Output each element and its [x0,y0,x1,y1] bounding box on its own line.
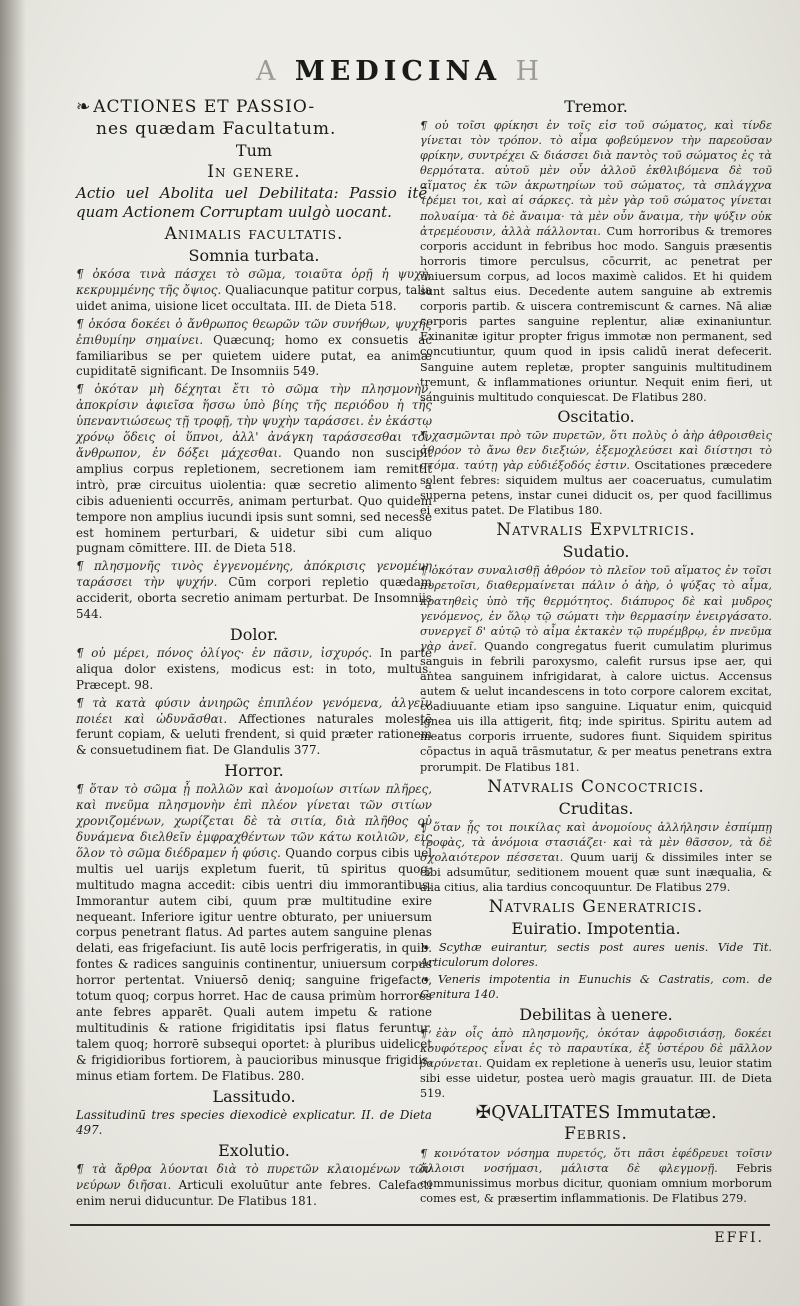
latin-text: Oscitationes præcedere solent febres: siquidem multus aer coaceruatus, cumulatim superna petens, instar cunei diducit os, per quod facillimus ei exitus patet. De Flatibus 180. [420,458,773,518]
tum-label: Tum [235,141,273,160]
entry-paragraph [76,382,432,557]
latin-text: Quando corpus cibis uel multis uel uarijs expletum fuerit, tū spiritus quoq; multitudo magna accedit: cibis uentri diu immorantibus. Immorantur autem cibi, quum præ multitudine exire nequeant. Inferiore igitur uentre obturato, per uniuersum corpus penetrant flatus. Ad partes autem sanguine plenas delati, eas frigefaciunt. Iis autē locis perfrigeratis, in quib. fontes & radices sanguinis continentur, uniuersum corpus horror pertentat. Vniuersō deniq; sanguine frigefacto, totum quoq; corpus horret. Hac de causa primùm horrores ante febres apparēt. Quali autem impetu & ratione multitudinis & ratione frigiditatis ipsi flatus feruntur, talem quoq; horrorē subsequi oportet: à pluribus uidelicet & frigidioribus fortiorem, à paucioribus minusque frigidis, minus etiam fortem. De Flatibus. 280. [76,845,433,1083]
entry-paragraph [420,1146,772,1206]
greek-text: ¶ ὅταν τὸ σῶμα ᾖ πολλῶν καὶ ἀνομοίων σιτίων πλῆρες, καὶ πνεῦμα πλησμονὴν ἐπὶ πλέον γίνεται τῶν σιτίων χρονιζομένων, χωρίζεται δὲ τὰ σιτία, διὰ πλῆθος οὐ δυνάμενα διελθεῖν ἐμφραχθέντων τῶν κάτω κοιλιῶν, εἰς ὅλον τὸ σῶμα διέδραμεν ἡ φύσις. [76,782,432,860]
entry-paragraph [420,428,772,519]
running-head-ghost-left: A [255,56,281,87]
lassitudo-heading: Lassitudo. [212,1086,296,1106]
definition-line: Actio uel Abolita uel Debilitata: Passio itē, quam Actionem Corruptam uulgò uocant. [76,184,432,221]
greek-text: ¶ ὁκόσα δοκέει ὁ ἄνθρωπος θεωρῶν τῶν συνήθων, ψυχῆς ἐπιθυμίην σημαίνει. [76,316,432,347]
greek-text: ¶ ὁκόσα τινὰ πάσχει τὸ σῶμα, τοιαῦτα ὁρῇ ἡ ψυχὴ, κεκρυμμένης τῆς ὄψιος. [76,267,432,297]
latin-text: Quæcunq; homo ex consuetis ac familiaribus se per quietem uidere putat, ea animæ cupiditatē significant. De Insomniis 549. [76,332,433,379]
binding-shadow [0,0,26,1306]
entry-paragraph [76,696,432,760]
qualitates-heading-text: QVALITATES Immutatæ. [491,1101,717,1123]
latin-text: Febris communissimus morbus dicitur, quoniam omnium morborum comes est, & præsertim inflammationis. De Flatibus 279. [420,1162,773,1206]
latin-text: Articuli exoluūtur ante febres. Calefacti enim nerui diducuntur. De Flatibus 181. [76,1178,432,1209]
greek-text: ¶ κοινότατον νόσημα πυρετός, ὅτι πᾶσι ἐφέδρευει τοῖσιν ἄλλοισι νοσήμασι, μάλιστα δὲ φλεγμονῇ. [420,1146,772,1176]
entry-paragraph [76,1162,432,1210]
latin-text: Quando congregatus fuerit cumulatim plurimus sanguis in febrili paroxysmo, calefit rursus ipse aer, qui antea sanguinem infrigidarat, à calore uictus. Accensus autem & uelut incandescens in toto corpore calorem excitat, coadiuuante etiam ipso sanguine. Liquatur enim, quicquid ignea uis illa attigerit, fitq; inde spiritus. Spiritu autem ad meatus corporis irruente, sudores fiunt. Siquidem spiritus cōpactus in aquā trāsmutatur, & per meatus penetrans extra prorumpit. De Flatibus 181. [420,639,773,774]
greek-text: ¶ οὐ μέρει, πόνος ὀλίγος· ἐν πᾶσιν, ἰσχυρός. [76,645,373,660]
latin-text: In parte aliqua dolor existens, modicus est: in toto, multus. Præcept. 98. [76,645,432,692]
greek-text: ¶ τὰ ἄρθρα λύονται διὰ τὸ πυρετῶν κλαιομένων τῶν νεύρων διῆσαι. [76,1162,432,1193]
cruditas-heading: Cruditas. [558,798,634,818]
greek-text: ¶ χασμῶνται πρὸ τῶν πυρετῶν, ὅτι πολὺς ὁ ἀὴρ ἀθροισθεὶς ἀθρόον τὸ ἄνω θεν διεξιών, ἐξεμοχλεύσει καὶ διίστησι τὸ στόμα. ταύτῃ γὰρ εὐδιέξοδός ἐστιν. [420,428,772,472]
horror-heading: Horror. [224,761,284,781]
in-genere-heading: In genere. [207,162,301,182]
greek-text: ¶ τὰ κατὰ φύσιν ἀνιηρῶς ἐπιπλέον γενόμενα, ἀλγεῖν ποιέει καὶ ὠδυνᾶσθαι. [76,695,432,726]
entry-paragraph [76,267,432,315]
greek-text: ¶ πλησμονῆς τινὸς ἐγγενομένης, ἀπόκρισις γενομένη ταράσσει τὴν ψυχήν. [76,559,432,590]
latin-text: Quum uarij & dissimiles inter se cibi adsumūtur, seditionem mouent quæ sunt inæqualia, & alia citius, alia tardius concoquuntur. De Flatibus 279. [420,850,773,895]
latin-text: Affectiones naturales molestē ferunt copiam, & ueluti frendent, si quid præter rationem & consuetudinem fiat. De Glandulis 377. [76,711,433,758]
entry-paragraph [76,782,432,1084]
entry-paragraph [420,118,772,405]
footer-rule [70,1224,770,1226]
fleuron-icon: ❧ [76,97,92,117]
somnia-heading: Somnia turbata. [188,246,320,265]
cross-reference: ❧ Scythæ euirantur, sectis post aures uenis. Vide Tit. Articulorum dolores. [420,941,772,970]
section-heading [76,96,432,118]
febris-heading: Febris. [564,1123,628,1144]
animalis-heading: Animalis facultatis. [164,224,344,244]
entry-paragraph [420,1026,772,1101]
running-head-title: MEDICINA [294,56,502,87]
latin-text: Cūm corpori repletio quædam acciderit, oborta secretio animam perturbat. De Insomniis 544. [76,575,432,622]
catchword: EFFI. [714,1230,764,1246]
section-heading-line2: nes quædam Facultatum. [96,119,337,139]
expultricis-heading: Natvralis Expvltricis. [496,520,696,541]
greek-text: ¶ ἐὰν οἷς ἀπὸ πλησμονῆς, ὁκόταν ἀφροδισιάσῃ, δοκέει κουφότερος εἶναι ἐς τὸ παραυτίκα, ἐξ ὑστέρου δὲ μᾶλλον βαρύνεται. [420,1026,772,1070]
running-head-ghost-right: H [515,56,545,87]
entry-paragraph [76,646,432,694]
cross-reference: ❧ Veneris impotentia in Eunuchis & Castratis, com. de Genitura 140. [420,973,772,1002]
oscitatio-heading: Oscitatio. [557,406,635,426]
debilitas-heading: Debilitas à uenere. [519,1004,673,1024]
running-head [0,56,800,87]
entry-paragraph [420,563,772,774]
right-column [420,96,772,1208]
cross-reference: Lassitudinū tres species diexodicè explicatur. II. de Dieta 497. [76,1107,432,1138]
left-column [76,96,432,1212]
entry-paragraph [420,820,772,895]
tremor-heading: Tremor. [564,97,628,116]
greek-text: ¶ ὁκόταν μὴ δέχηται ἔτι τὸ σῶμα τὴν πλησμονὴν, ἀποκρίσιν ἀφιεῖσα ἥσσω ὑπὸ βίης τῆς περιόδου ἡ τῆς ὑπεναντιώσεως τῇ τροφῇ, τὴν ψυχὴν ταράσσει. ἐν ἑκάστῳ χρόνῳ ὅδεις οἱ ὕπνοι, ἀλλ' ἀνάγκη ταράσσεσθαι τὸν ἄνθρωπον, ἐν δόξει μάχεσθαι. [76,382,432,460]
cross-icon: ✠ [475,1101,491,1123]
greek-text: ¶ ὁκόταν συναλισθῇ ἀθρόον τὸ πλεῖον τοῦ αἵματος ἐν τοῖσι πυρετοῖσι, διαθερμαίνεται πάλιν ὁ ἀὴρ, ὁ ψύξας τὸ αἷμα, κρατηθεὶς ὑπὸ τῆς θερμότητος. διάπυρος δὲ καὶ μυδρος γενόμενος, ἐν ὅλῳ τῷ σώματι τὴν θερμασίην ἐνειργάσατο. συνεργεῖ δ' αὐτῷ τὸ αἷμα ἐκτακὲν τῷ πυρέμβρῳ, ἐν πνεῦμα γὰρ ἀνεῖ. [420,564,772,653]
latin-text: Cum horroribus & tremores corporis accidunt in febribus hoc modo. Sanguis præsentis horroris timore perculsus, cōcurrit, ac penetrat per uniuersum corpus, ad locos maximè calidos. Et hi quidem sunt saltus eius. Decedente autem sanguine ab extremis corporis partib. & uiscera contremiscunt & carnes. Nā aliæ corporis partes sanguine replentur, aliæ exinaniuntur. Exinanitæ igitur propter frigus immotæ non permanent, sed concutiuntur, quum quod in ipsis calidū inerat defecerit. Sanguine autem repletæ, propter sanguinis multitudinem tremunt, & inflammationes oriuntur. Nequit enim fieri, ut sanguinis multitudo conquiescat. De Flatibus 280. [420,224,773,404]
qualitates-heading [420,1103,772,1123]
greek-text: ¶ οὐ τοῖσι φρίκησι ἐν τοῖς εἰσ τοῦ σώματος, καὶ τίνδε γίνεται τὸν τρόπον. τὸ αἷμα φοβεύμενον τὴν παρεοῦσαν φρίκην, συντρέχει & διάσσει διὰ παντὸς τοῦ σώματος ἐς τὰ θερμότατα. αὐτοῦ μὲν οὖν ἀλλοῦ ἐκθλιβόμενα δὲ τοῦ αἵματος ἐκ τῶν ἀκρωτηρίων τοῦ σώματος, τὰ σπλάγχνα τρέμει τοι, καὶ αἱ σάρκες. τὰ μὲν γὰρ τοῦ σώματος γίνεται πολυαίμα· τὰ δὲ ἄναιμα· τὰ μὲν οὖν ἄναιμα, τὴν ψύξιν οὐκ ἀτρεμέουσιν, ἀλλὰ πάλλονται. [420,119,772,238]
greek-text: ¶ ὅταν ᾖς τοι ποικίλας καὶ ἀνομοίους ἀλλήλησιν ἐσπίμπῃ τροφὰς, τὰ ἀνόμοια στασιάζει· καὶ τὰ μὲν θᾶσσον, τὰ δὲ σχολαιότερον πέσσεται. [420,820,772,864]
entry-paragraph [76,559,432,623]
latin-text: Quando non suscipit amplius corpus repletionem, secretionem iam remittit intrò, præ circuitus uiolentia: quæ secretio alimento à cibis aduenienti occurrēs, animam perturbat. Quo quidem tempore non amplius iucundi ipsis sunt somni, sed necesse est hominem perturbari, & uidetur sibi cum aliquo pugnam cōmittere. III. de Dieta 518. [76,445,433,556]
section-heading-line1: ACTIONES ET PASSIO- [93,97,316,117]
entry-paragraph [76,317,432,381]
sudatio-heading: Sudatio. [562,542,630,562]
euiratio-heading: Euiratio. Impotentia. [511,919,681,939]
latin-text: Qualiacunque patitur corpus, talia uidet anima, uisione licet occultata. III. de Dieta 518. [76,282,432,313]
concoctricis-heading: Natvralis Concoctricis. [487,776,705,797]
generatricis-heading: Natvralis Generatricis. [488,897,704,918]
dolor-heading: Dolor. [229,624,279,644]
latin-text: Quidam ex repletione à uenerīs usu, leuior statim sibi esse uidetur, postea uerò magis grauatur. III. de Dieta 519. [420,1056,773,1100]
exolutio-heading: Exolutio. [218,1141,290,1161]
